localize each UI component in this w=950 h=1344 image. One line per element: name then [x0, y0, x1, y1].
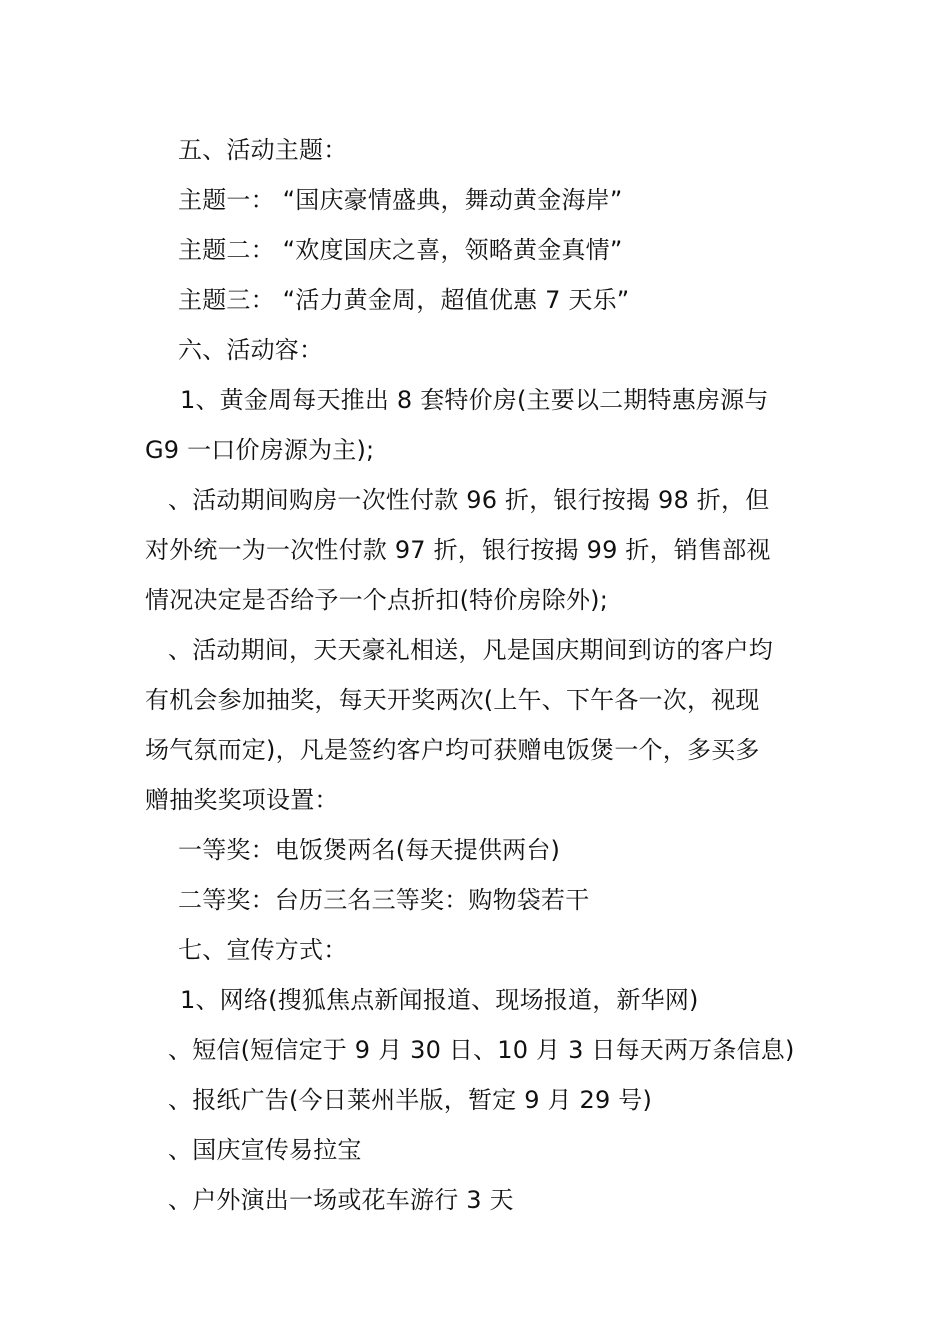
promotion-item-sms: 、短信(短信定于 9 月 30 日、10 月 3 日每天两万条信息)	[168, 1036, 795, 1064]
content-item-3-line-2: 有机会参加抽奖，每天开奖两次(上午、下午各一次，视现	[145, 686, 760, 714]
content-item-2-line-3: 情况决定是否给予一个点折扣(特价房除外);	[145, 586, 609, 614]
content-item-1-line-2: G9 一口价房源为主);	[145, 436, 375, 464]
promotion-item-newspaper: 、报纸广告(今日莱州半版，暂定 9 月 29 号)	[168, 1086, 653, 1114]
content-item-2-line-2: 对外统一为一次性付款 97 折，银行按揭 99 折，销售部视	[145, 536, 771, 564]
content-item-1-line-1: 1、黄金周每天推出 8 套特价房(主要以二期特惠房源与	[180, 386, 769, 414]
section-heading-content: 六、活动容：	[178, 336, 324, 364]
content-item-3-line-4: 赠抽奖奖项设置：	[145, 786, 339, 814]
content-item-2-line-1: 、活动期间购房一次性付款 96 折，银行按揭 98 折，但	[168, 486, 770, 514]
content-item-3-line-1: 、活动期间，天天豪礼相送，凡是国庆期间到访的客户均	[168, 636, 773, 664]
prize-first-line: 一等奖：电饭煲两名(每天提供两台)	[178, 836, 561, 864]
section-heading-promotion: 七、宣传方式：	[178, 936, 348, 964]
promotion-item-rollup-banner: 、国庆宣传易拉宝	[168, 1136, 362, 1164]
theme-one-line: 主题一： “国庆豪情盛典，舞动黄金海岸”	[178, 186, 623, 214]
promotion-item-outdoor-show: 、户外演出一场或花车游行 3 天	[168, 1186, 514, 1214]
theme-three-line: 主题三： “活力黄金周，超值优惠 7 天乐”	[178, 286, 630, 314]
content-item-3-line-3: 场气氛而定)，凡是签约客户均可获赠电饭煲一个，多买多	[145, 736, 760, 764]
promotion-item-network: 1、网络(搜狐焦点新闻报道、现场报道，新华网)	[180, 986, 699, 1014]
theme-two-line: 主题二： “欢度国庆之喜，领略黄金真情”	[178, 236, 623, 264]
prize-second-third-line: 二等奖：台历三名三等奖：购物袋若干	[178, 886, 590, 914]
section-heading-themes: 五、活动主题：	[178, 136, 348, 164]
